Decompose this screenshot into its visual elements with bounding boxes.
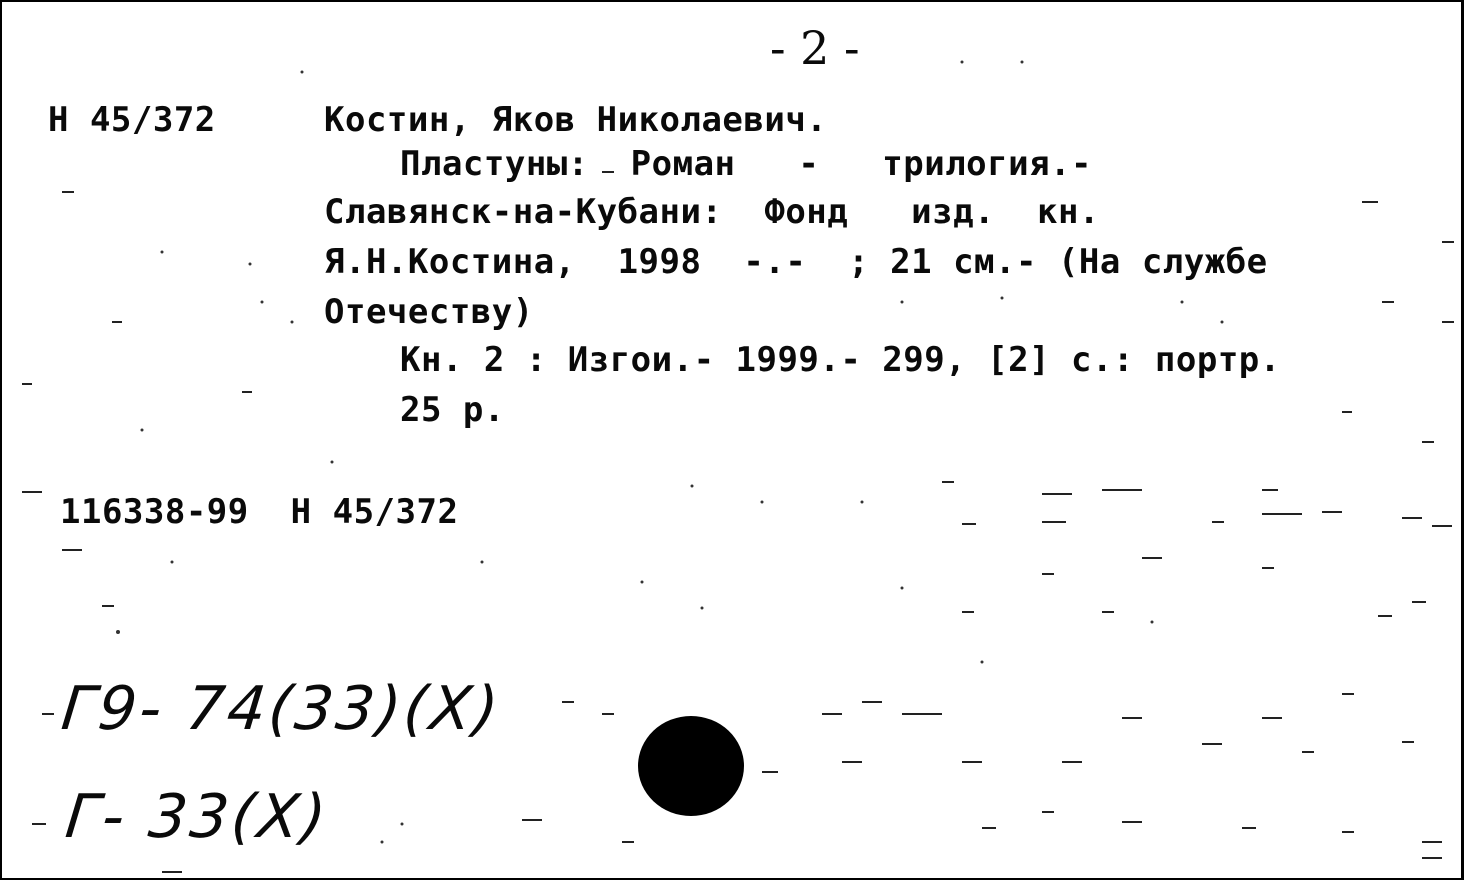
publisher-line: Славянск-на-Кубани: Фонд изд. кн. xyxy=(324,192,1100,232)
volume-line: Кн. 2 : Изгои.- 1999.- 299, [2] с.: портр. xyxy=(400,340,1281,380)
author-heading: Костин, Яков Николаевич. xyxy=(324,100,828,140)
imprint-line: Я.Н.Костина, 1998 -.- ; 21 см.- (На службе xyxy=(324,242,1268,282)
page-number: - 2 - xyxy=(770,21,860,75)
punch-hole xyxy=(638,716,744,816)
price-line: 25 р. xyxy=(400,390,505,430)
handwritten-classification-1: Г9- 74(33)(Х) xyxy=(58,674,505,744)
title-line: Пластуны: Роман - трилогия.- xyxy=(400,144,1093,184)
call-number: Н 45/372 xyxy=(48,100,216,140)
handwritten-classification-2: Г- 33(Х) xyxy=(62,782,333,852)
accession-line: 116338-99 Н 45/372 xyxy=(60,492,459,532)
series-line: Отечеству) xyxy=(324,292,534,332)
